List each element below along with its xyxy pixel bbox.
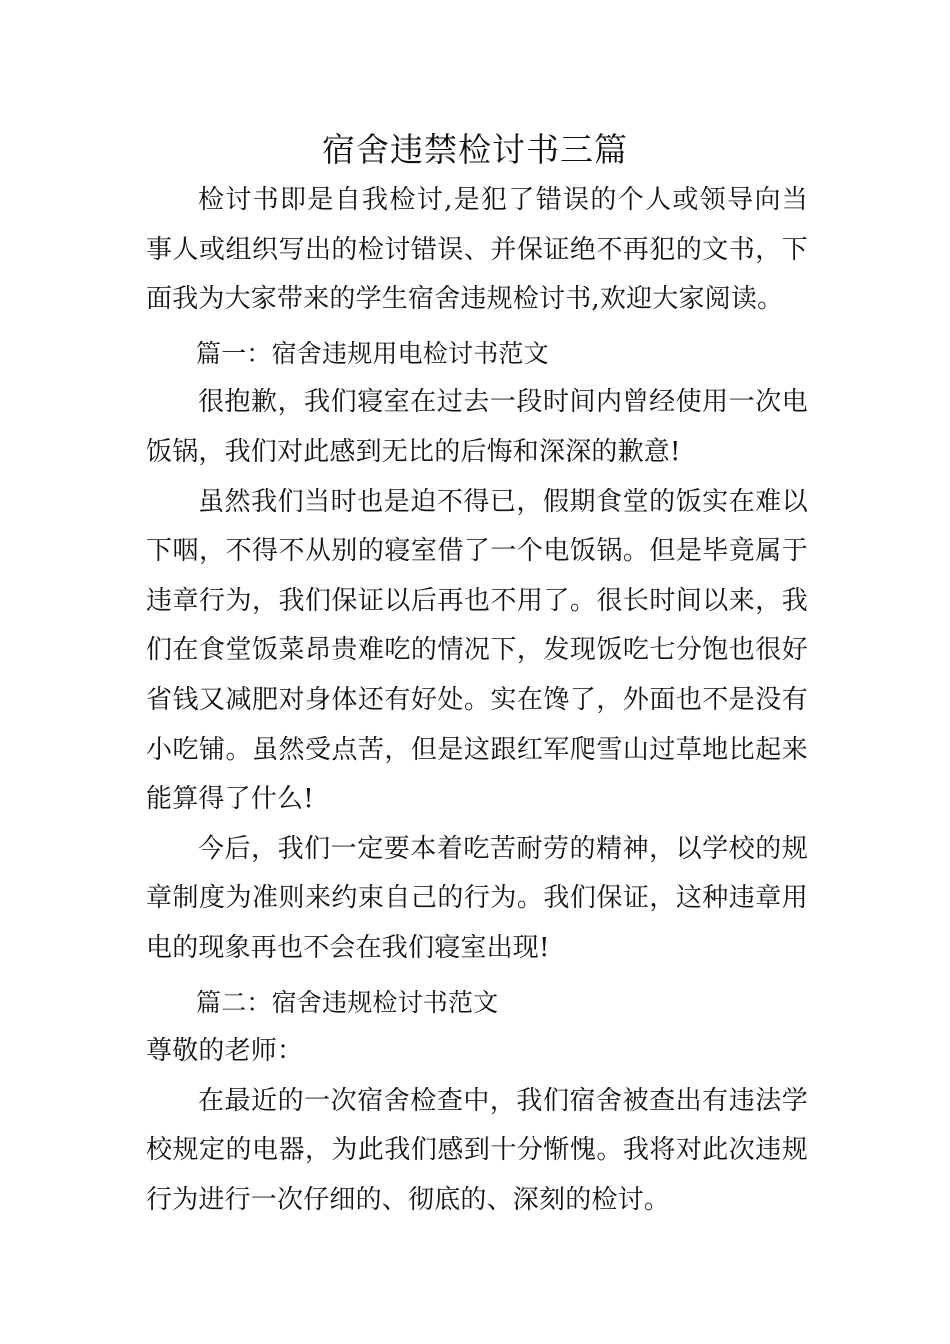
section-1-paragraph-3: 今后，我们一定要本着吃苦耐劳的精神，以学校的规章制度为准则来约束自己的行为。我们保证，这种违章用电的现象再也不会在我们寝室出现! [146, 833, 808, 963]
section-1-paragraph-1: 很抱歉，我们寝室在过去一段时间内曾经使用一次电饭锅，我们对此感到无比的后悔和深深的歉意! [146, 387, 808, 467]
section-heading-2: 篇二：宿舍违规检讨书范文 [196, 987, 499, 1017]
document-title: 宿舍违禁检讨书三篇 [322, 130, 628, 169]
section-heading-1: 篇一：宿舍违规用电检讨书范文 [196, 338, 549, 368]
salutation: 尊敬的老师： [146, 1036, 304, 1067]
section-1-paragraph-2: 虽然我们当时也是迫不得已，假期食堂的饭实在难以下咽，不得不从别的寝室借了一个电饭锅。但是毕竟属于违章行为，我们保证以后再也不用了。很长时间以来，我们在食堂饭菜昂贵难吃的情况下，发现饭吃七分饱也很好省钱又减肥对身体还有好处。实在馋了，外面也不是没有小吃铺。虽然受点苦，但是这跟红军爬雪山过草地比起来能算得了什么! [146, 486, 808, 815]
intro-paragraph: 检讨书即是自我检讨,是犯了错误的个人或领导向当事人或组织写出的检讨错误、并保证绝不再犯的文书，下面我为大家带来的学生宿舍违规检讨书,欢迎大家阅读。 [146, 185, 808, 315]
document-body [146, 176, 808, 1225]
section-2-paragraph-1: 在最近的一次宿舍检查中，我们宿舍被查出有违法学校规定的电器，为此我们感到十分惭愧。我将对此次违规行为进行一次仔细的、彻底的、深刻的检讨。 [146, 1085, 808, 1215]
